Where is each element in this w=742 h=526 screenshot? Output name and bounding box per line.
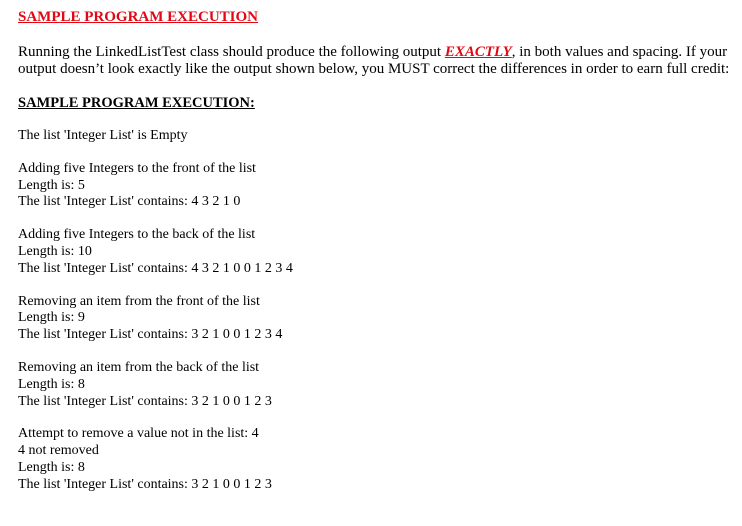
output-line: Length is: 10 <box>18 243 92 259</box>
intro-emphasis: EXACTLY <box>444 44 512 60</box>
output-line: The list 'Integer List' is Empty <box>18 128 188 143</box>
output-line: The list 'Integer List' contains: 4 3 2 1 0 <box>18 194 241 210</box>
intro-text-before: Running the LinkedListTest class should produce the following output <box>18 44 445 60</box>
output-line: The list 'Integer List' contains: 3 2 1 0 0 1 2 3 4 <box>18 327 283 343</box>
output-line: The list 'Integer List' contains: 4 3 2 1 0 0 1 2 3 4 <box>18 260 293 276</box>
intro-paragraph <box>18 44 733 78</box>
output-line: Length is: 8 <box>18 459 85 475</box>
sample-output <box>18 128 733 494</box>
output-block <box>18 227 733 277</box>
output-block <box>18 294 733 344</box>
output-line: Removing an item from the front of the list <box>18 293 260 309</box>
sample-execution-heading: SAMPLE PROGRAM EXECUTION: <box>18 95 255 111</box>
output-line: Length is: 8 <box>18 376 85 392</box>
output-line: Adding five Integers to the front of the list <box>18 160 256 176</box>
output-block <box>18 128 733 145</box>
output-line: 4 not removed <box>18 443 99 459</box>
document-title: SAMPLE PROGRAM EXECUTION <box>18 9 259 25</box>
output-line: Length is: 5 <box>18 177 85 193</box>
output-line: Length is: 9 <box>18 310 85 326</box>
output-line: Removing an item from the back of the list <box>18 359 260 375</box>
document-page <box>18 8 733 510</box>
output-line: Adding five Integers to the back of the list <box>18 227 256 243</box>
output-line: The list 'Integer List' contains: 3 2 1 0 0 1 2 3 <box>18 393 272 409</box>
intro-text-after: , in both values and spacing. If your output doesn’t look exactly like the output shown below, you MUST correct the differences in order to earn full credit: <box>18 44 730 77</box>
output-line: The list 'Integer List' contains: 3 2 1 0 0 1 2 3 <box>18 476 272 492</box>
output-block <box>18 360 733 410</box>
output-line: Attempt to remove a value not in the list: 4 <box>18 426 259 442</box>
output-block <box>18 426 733 493</box>
output-block <box>18 161 733 211</box>
